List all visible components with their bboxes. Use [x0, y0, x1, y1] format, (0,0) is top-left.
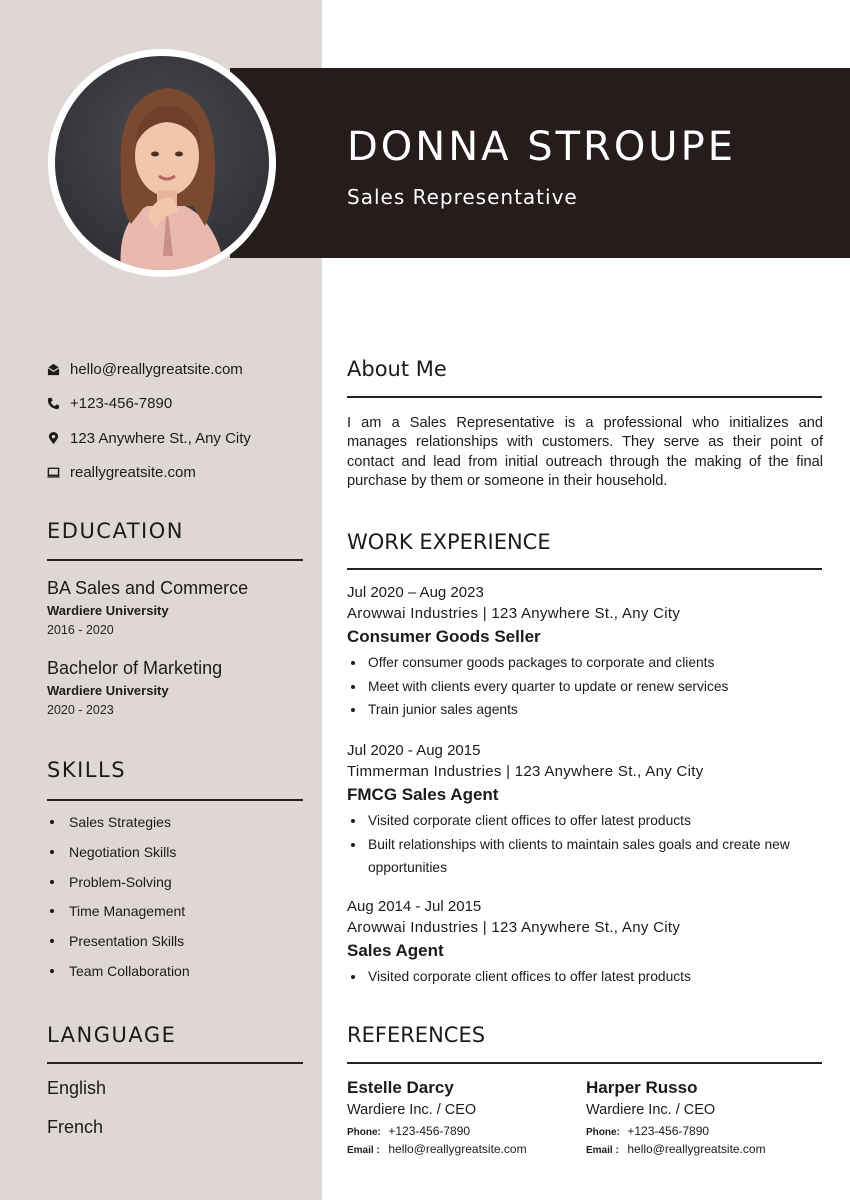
education-years: 2016 - 2020	[47, 623, 114, 637]
skill-item: Presentation Skills	[50, 933, 190, 963]
job-title: Sales Agent	[347, 941, 444, 960]
experience-divider	[347, 568, 822, 570]
job-company: Arowwai Industries | 123 Anywhere St., Any City	[347, 605, 681, 622]
about-heading: About Me	[347, 357, 447, 381]
portrait-photo-icon	[55, 56, 269, 270]
skill-item: Time Management	[50, 903, 190, 933]
reference-email[interactable]: hello@reallygreatsite.com	[388, 1142, 527, 1156]
language-divider	[47, 1062, 303, 1064]
education-degree: Bachelor of Marketing	[47, 658, 223, 678]
phone-icon	[46, 397, 60, 411]
phone-label: Phone:	[347, 1127, 381, 1138]
job-bullet: Offer consumer goods packages to corporate and clients	[347, 651, 823, 675]
email-label: Email :	[586, 1145, 619, 1156]
education-years: 2020 - 2023	[47, 703, 114, 717]
reference-email-line	[586, 1142, 816, 1156]
contact-address-text: 123 Anywhere St., Any City	[70, 429, 251, 447]
reference-name: Estelle Darcy	[347, 1078, 454, 1097]
reference-company: Wardiere Inc. / CEO	[347, 1102, 477, 1118]
reference-card	[347, 1078, 577, 1156]
reference-phone[interactable]: +123-456-7890	[627, 1124, 710, 1138]
job-company: Arowwai Industries | 123 Anywhere St., Any City	[347, 919, 681, 936]
language-item: French	[47, 1117, 104, 1137]
contact-website-text: reallygreatsite.com	[70, 464, 196, 482]
references-divider	[347, 1062, 822, 1064]
skill-item: Problem-Solving	[50, 874, 190, 904]
contact-website[interactable]	[46, 456, 306, 491]
reference-company: Wardiere Inc. / CEO	[586, 1102, 716, 1118]
job-bullet: Visited corporate client offices to offer latest products	[347, 965, 823, 989]
job-entry	[347, 898, 823, 989]
reference-phone-line	[347, 1124, 577, 1138]
reference-phone[interactable]: +123-456-7890	[388, 1124, 471, 1138]
job-title: Consumer Goods Seller	[347, 627, 541, 646]
contact-phone-text: +123-456-7890	[70, 395, 173, 413]
skill-item: Negotiation Skills	[50, 844, 190, 874]
job-company: Timmerman Industries | 123 Anywhere St., Any City	[347, 763, 704, 780]
contact-email[interactable]	[46, 352, 306, 387]
skill-item: Team Collaboration	[50, 963, 190, 993]
skills-divider	[47, 799, 303, 801]
reference-card	[586, 1078, 816, 1156]
job-dates: Jul 2020 – Aug 2023	[347, 584, 484, 601]
about-text: I am a Sales Representative is a professional who initializes and manages relationships with customers. They serve as their point of contact and lead from initial outreach through the making of the final purchase by them or someone in their household.	[347, 415, 823, 489]
job-bullets	[347, 651, 823, 722]
candidate-role: Sales Representative	[347, 185, 578, 209]
experience-heading: WORK EXPERIENCE	[347, 530, 551, 554]
job-entry	[347, 742, 823, 880]
reference-name: Harper Russo	[586, 1078, 698, 1097]
education-heading: EDUCATION	[47, 519, 184, 543]
language-item: English	[47, 1078, 107, 1098]
reference-phone-line	[586, 1124, 816, 1138]
contact-list	[46, 352, 306, 490]
location-pin-icon	[46, 431, 60, 445]
job-dates: Aug 2014 - Jul 2015	[347, 898, 482, 915]
reference-email-line	[347, 1142, 577, 1156]
education-divider	[47, 559, 303, 561]
job-bullet: Meet with clients every quarter to update or renew services	[347, 675, 823, 699]
about-divider	[347, 396, 822, 398]
skills-list	[50, 814, 190, 993]
skills-heading: SKILLS	[47, 758, 127, 782]
contact-phone[interactable]	[46, 387, 306, 422]
education-degree: BA Sales and Commerce	[47, 578, 249, 598]
job-entry	[347, 584, 823, 722]
education-school: Wardiere University	[47, 603, 169, 618]
mail-icon	[46, 362, 60, 376]
contact-email-text: hello@reallygreatsite.com	[70, 360, 243, 378]
education-item	[47, 658, 307, 717]
job-bullet: Train junior sales agents	[347, 698, 823, 722]
education-item	[47, 578, 307, 637]
job-bullets	[347, 809, 823, 880]
job-dates: Jul 2020 - Aug 2015	[347, 742, 481, 759]
language-heading: LANGUAGE	[47, 1023, 177, 1047]
job-bullet: Visited corporate client offices to offer latest products	[347, 809, 823, 833]
job-bullet: Built relationships with clients to maintain sales goals and create new opportunities	[347, 833, 823, 880]
references-heading: REFERENCES	[347, 1023, 486, 1047]
contact-address	[46, 421, 306, 456]
skill-item: Sales Strategies	[50, 814, 190, 844]
monitor-icon	[46, 466, 60, 480]
education-school: Wardiere University	[47, 683, 169, 698]
phone-label: Phone:	[586, 1127, 620, 1138]
reference-email[interactable]: hello@reallygreatsite.com	[627, 1142, 766, 1156]
email-label: Email :	[347, 1145, 380, 1156]
job-title: FMCG Sales Agent	[347, 785, 499, 804]
profile-photo	[48, 49, 276, 277]
candidate-name: DONNA STROUPE	[347, 124, 736, 170]
job-bullets	[347, 965, 823, 989]
language-list	[47, 1078, 106, 1156]
